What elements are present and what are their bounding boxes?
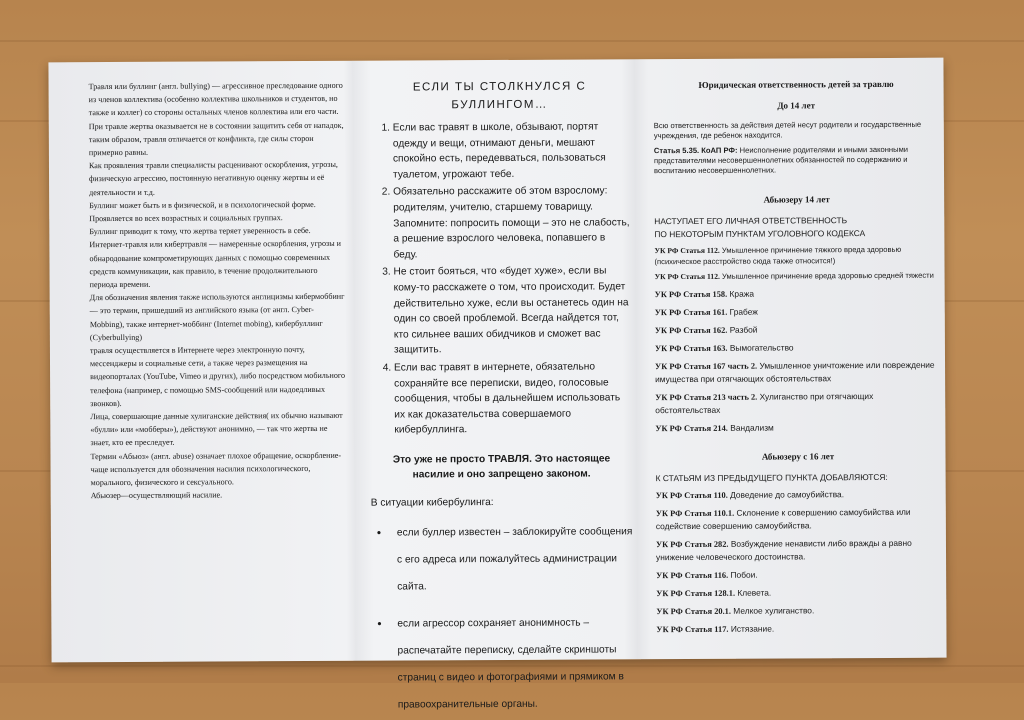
definition-paragraph: Термин «Абьюз» (англ. abuse) означает плохое обращение, оскорбление-чаще используется для обозначения насилия психологического, морального, физического и сексуального. xyxy=(90,450,342,488)
definition-paragraph: Абьюзер—осуществляющий насилие. xyxy=(90,490,223,501)
cyber-title: В ситуации кибербулинга: xyxy=(370,497,494,509)
under14-article-text: Неисполнение родителями и иными законными представителями несовершеннолетних обязанностей по содержанию и воспитанию несовершеннолетних. xyxy=(653,144,909,176)
article-item xyxy=(655,271,940,283)
article-item xyxy=(656,536,941,563)
article-text: Умышленное причинение вреда здоровью средней тяжести xyxy=(722,270,934,281)
article-item xyxy=(655,389,940,416)
article-ref: УК РФ Статья 128.1. xyxy=(656,588,736,598)
article-text: Грабеж xyxy=(729,306,758,317)
advice-step: 1. Если вас травят в школе, обзывают, портят одежду и вещи, отнимают деньги, мешают спокойно есть, передевваться, пользоваться туалетом, угрожают тебе. xyxy=(393,119,631,183)
article-text: Возбуждение ненависти либо вражды а равно унижение человеческого достоинства. xyxy=(656,537,912,562)
article-ref: УК РФ Статья 116. xyxy=(656,570,729,580)
advice-step: 3. Не стоит бояться, что «будет хуже», если вы кому-то расскажете о том, что происходит. Будет действительно хуже, если вы останетесь один на один со своей проблемой. Всегда найдется тот, кто сильнее ваших обидчиков и сможет вас защитить. xyxy=(394,264,632,359)
article-item xyxy=(655,358,940,385)
article-text: Умышленное уничтожение или повреждение имущества при отягчающих обстоятельствах xyxy=(655,359,935,384)
advice-steps xyxy=(369,119,633,438)
article-text: Вымогательство xyxy=(729,341,794,353)
article-ref: УК РФ Статья 110. xyxy=(655,490,728,500)
definition-paragraph: Травля или буллинг (англ. bullying) — агрессивное преследование одного из членов коллектива (особенно коллектива школьников и студентов, но также и коллег) со стороны остальных членов коллектива или его части. При травле жертва оказывается не в состоянии защитить себя от нападок, таким образом, травля отличается от конфликта, где силы сторон примерно равны. xyxy=(88,80,344,158)
article-item xyxy=(656,487,941,501)
article-text: Хулиганство при отягчающих обстоятельствах xyxy=(655,390,874,415)
article-text: Склонение к совершению самоубийства или содействие совершению самоубийства. xyxy=(655,506,911,531)
abuser14-intro-line2: ПО НЕКОТОРЫМ ПУНКТАМ УГОЛОВНОГО КОДЕКСА xyxy=(654,228,866,240)
article-ref: УК РФ Статья 163. xyxy=(654,343,728,353)
definition-paragraph: Буллинг приводит к тому, что жертва теряет уверенность в себе. xyxy=(89,226,311,237)
article-ref: УК РФ Статья 282. xyxy=(655,539,729,549)
article-item xyxy=(654,245,939,267)
article-text: Мелкое хулиганство. xyxy=(733,604,815,616)
article-text: Умышленное причинение тяжкого вреда здоровью (психическое расстройство сюда также относится!) xyxy=(654,244,902,266)
advice-column xyxy=(369,77,634,711)
article-ref: УК РФ Статья 161. xyxy=(654,307,728,317)
article-item xyxy=(656,585,941,599)
article-ref: УК РФ Статья 214. xyxy=(655,423,728,433)
article-ref: УК РФ Статья 112. xyxy=(654,271,720,282)
legal-title: Юридическая ответственность детей за травлю xyxy=(698,78,894,90)
warning-text: Это уже не просто ТРАВЛЯ. Это настоящее насилие и оно запрещено законом. xyxy=(392,453,611,481)
article-ref: УК РФ Статья 167 часть 2. xyxy=(655,361,758,371)
definition-paragraph: Как проявления травли специалисты расценивают оскорбления, угрозы, физическую агрессию, постоянную негативную оценку жертвы и её деятельности и т.д. xyxy=(88,160,338,197)
article-text: Доведение до самоубийства. xyxy=(730,488,845,500)
advice-heading-line2: БУЛЛИНГОМ… xyxy=(451,98,548,112)
advice-step: 2. Обязательно расскажите об этом взрослому: родителям, учителю, старшему товарищу. Запомните: попросить помощи – это не слабость, а решение взрослого человека, попавшего в беду. xyxy=(393,184,631,263)
definition-paragraph: Интернет-травля или кибертравля — намеренные оскорбления, угрозы и обнародование компрометирующих данных с помощью современных средств коммуникации, как правило, в течение продолжительного периода времени. xyxy=(89,239,342,290)
leaflet-paper xyxy=(48,58,946,711)
definition-paragraph: Лица, совершающие данные хулиганские действия( их обычно называют «булли» или «мобберы»), действуют анонимно, — так что жертва не знает, кто ее преследует. xyxy=(90,410,343,448)
article-text: Вандализм xyxy=(730,422,774,433)
article-item xyxy=(655,304,940,318)
legal-column xyxy=(654,78,942,679)
article-item xyxy=(656,567,941,581)
article-text: Клевета. xyxy=(737,587,772,598)
article-ref: УК РФ Статья 213 часть 2. xyxy=(655,392,758,402)
article-text: Побои. xyxy=(730,569,758,580)
cyber-tips xyxy=(371,518,634,718)
article-ref: УК РФ Статья 20.1. xyxy=(656,606,731,616)
under14-title: До 14 лет xyxy=(777,100,816,111)
article-item xyxy=(655,286,940,300)
definition-paragraph: Для обозначения явления также используются англицизмы кибермоббинг — это термин, пришедший из английского языка (от англ. Cyber-Mobbing), также интернет-моббинг (Internet mobing), кибербуллинг (Cyberbullying) xyxy=(89,292,345,342)
article-text: Кража xyxy=(729,288,755,299)
under14-article-ref: Статья 5.35. КоАП РФ: xyxy=(653,145,738,156)
cyber-tip: • если агрессор сохраняет анонимность – распечатайте переписку, сделайте скриншоты страниц с видео и фотографиями и прямиком в правоохранительные органы. xyxy=(371,609,634,718)
article-ref: УК РФ Статья 110.1. xyxy=(655,508,735,518)
article-item xyxy=(656,505,941,532)
abuser16-title: Абьюзеру с 16 лет xyxy=(761,450,835,462)
advice-heading xyxy=(369,77,631,114)
article-ref: УК РФ Статья 117. xyxy=(656,624,729,634)
abuser14-title: Абьюзеру 14 лет xyxy=(763,194,830,205)
abuser14-articles xyxy=(654,245,940,435)
article-text: Истязание. xyxy=(730,623,775,634)
article-item xyxy=(655,322,940,336)
definition-paragraph: травля осуществляется в Интернете через электронную почту, мессенджеры и социальные сети, а также через размещения на видеопорталах (YouTube, Vimeo и других), либо посредством мобильного телефона (например, с помощью SMS-сообщений или надоедливых звонков). xyxy=(89,345,346,409)
under14-text: Всю ответственность за действия детей несут родители и государственные учреждения, где ребенок находится. xyxy=(653,119,922,141)
abuser16-intro: К СТАТЬЯМ ИЗ ПРЕДЫДУЩЕГО ПУНКТА ДОБАВЛЯЮТСЯ: xyxy=(655,471,888,483)
article-item xyxy=(656,603,941,617)
article-item xyxy=(656,621,941,635)
article-text: Разбой xyxy=(729,324,758,335)
article-item xyxy=(655,420,940,434)
definition-paragraph: Буллинг может быть и в физической, и в психологической форме. Проявляется во всех возрастных и социальных группах. xyxy=(89,199,316,224)
article-ref: УК РФ Статья 112. xyxy=(654,245,720,256)
abuser16-articles xyxy=(656,487,942,635)
abuser14-intro-line1: НАСТУПАЕТ ЕГО ЛИЧНАЯ ОТВЕТСТВЕННОСТЬ xyxy=(654,215,848,227)
definitions-column xyxy=(89,79,347,680)
cyber-tip: • если буллер известен – заблокируйте сообщения с его адреса или пожалуйтесь администрации сайта. xyxy=(371,518,633,600)
article-ref: УК РФ Статья 162. xyxy=(654,325,728,335)
article-item xyxy=(655,340,940,354)
under14-article xyxy=(654,145,939,176)
article-ref: УК РФ Статья 158. xyxy=(654,289,728,299)
advice-heading-line1: ЕСЛИ ТЫ СТОЛКНУЛСЯ С xyxy=(412,80,587,94)
advice-step: 4. Если вас травят в интернете, обязательно сохраняйте все переписки, видео, голосовые сообщения, чтобы в дальнейшем использовать их как доказательства совершаемого кибербуллинга. xyxy=(394,359,632,438)
